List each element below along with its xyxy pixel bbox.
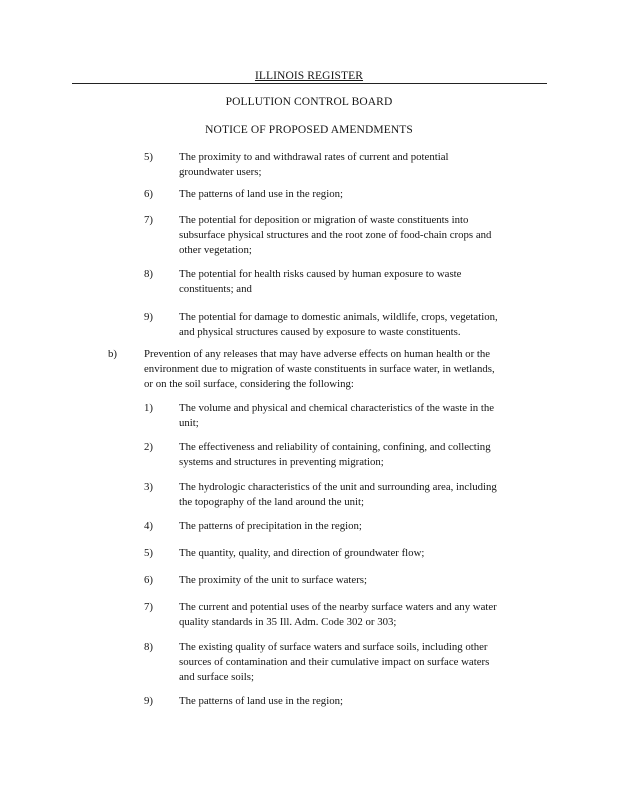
item-text: The patterns of land use in the region; bbox=[179, 695, 344, 707]
item-text: The potential for health risks caused by human exposure to waste constituents; and bbox=[179, 268, 462, 295]
item-text: The effectiveness and reliability of containing, confining, and collecting systems and structures in preventing migration; bbox=[179, 441, 491, 468]
item-text: The existing quality of surface waters and surface soils, including other sources of contamination and their cumulative impact on surface waters and surface soils; bbox=[179, 641, 490, 683]
item-text: The quantity, quality, and direction of groundwater flow; bbox=[179, 547, 425, 559]
item-number: 3) bbox=[144, 481, 153, 493]
section-text: Prevention of any releases that may have adverse effects on human health or the environment due to migration of waste constituents in surface water, in wetlands, or on the soil surface, considering the following: bbox=[144, 348, 495, 390]
item-number: 9) bbox=[144, 695, 153, 707]
item-number: 2) bbox=[144, 441, 153, 453]
item-number: 8) bbox=[144, 268, 153, 280]
item-number: 6) bbox=[144, 188, 153, 200]
item-text: The current and potential uses of the nearby surface waters and any water quality standards in 35 Ill. Adm. Code 302 or 303; bbox=[179, 601, 497, 628]
item-number: 6) bbox=[144, 574, 153, 586]
item-number: 1) bbox=[144, 402, 153, 414]
item-number: 5) bbox=[144, 151, 153, 163]
notice-title: NOTICE OF PROPOSED AMENDMENTS bbox=[205, 124, 413, 136]
item-text: The volume and physical and chemical characteristics of the waste in the unit; bbox=[179, 402, 495, 429]
item-text: The hydrologic characteristics of the unit and surrounding area, including the topography of the land around the unit; bbox=[179, 481, 497, 508]
item-text: The patterns of land use in the region; bbox=[179, 188, 344, 200]
header-rule bbox=[72, 83, 547, 84]
item-text: The potential for damage to domestic animals, wildlife, crops, vegetation, and physical structures caused by exposure to waste constituents. bbox=[179, 311, 498, 338]
register-title: ILLINOIS REGISTER bbox=[254, 70, 364, 82]
item-number: 8) bbox=[144, 641, 153, 653]
item-number: 7) bbox=[144, 214, 153, 226]
item-number: 5) bbox=[144, 547, 153, 559]
item-number: 7) bbox=[144, 601, 153, 613]
item-text: The proximity to and withdrawal rates of current and potential groundwater users; bbox=[179, 151, 449, 178]
item-text: The potential for deposition or migration of waste constituents into subsurface physical structures and the root zone of food-chain crops and other vegetation; bbox=[179, 214, 492, 256]
item-number: 9) bbox=[144, 311, 153, 323]
item-text: The patterns of precipitation in the region; bbox=[179, 520, 362, 532]
item-text: The proximity of the unit to surface waters; bbox=[179, 574, 367, 586]
board-title: POLLUTION CONTROL BOARD bbox=[225, 96, 393, 108]
section-number: b) bbox=[108, 348, 117, 360]
item-number: 4) bbox=[144, 520, 153, 532]
